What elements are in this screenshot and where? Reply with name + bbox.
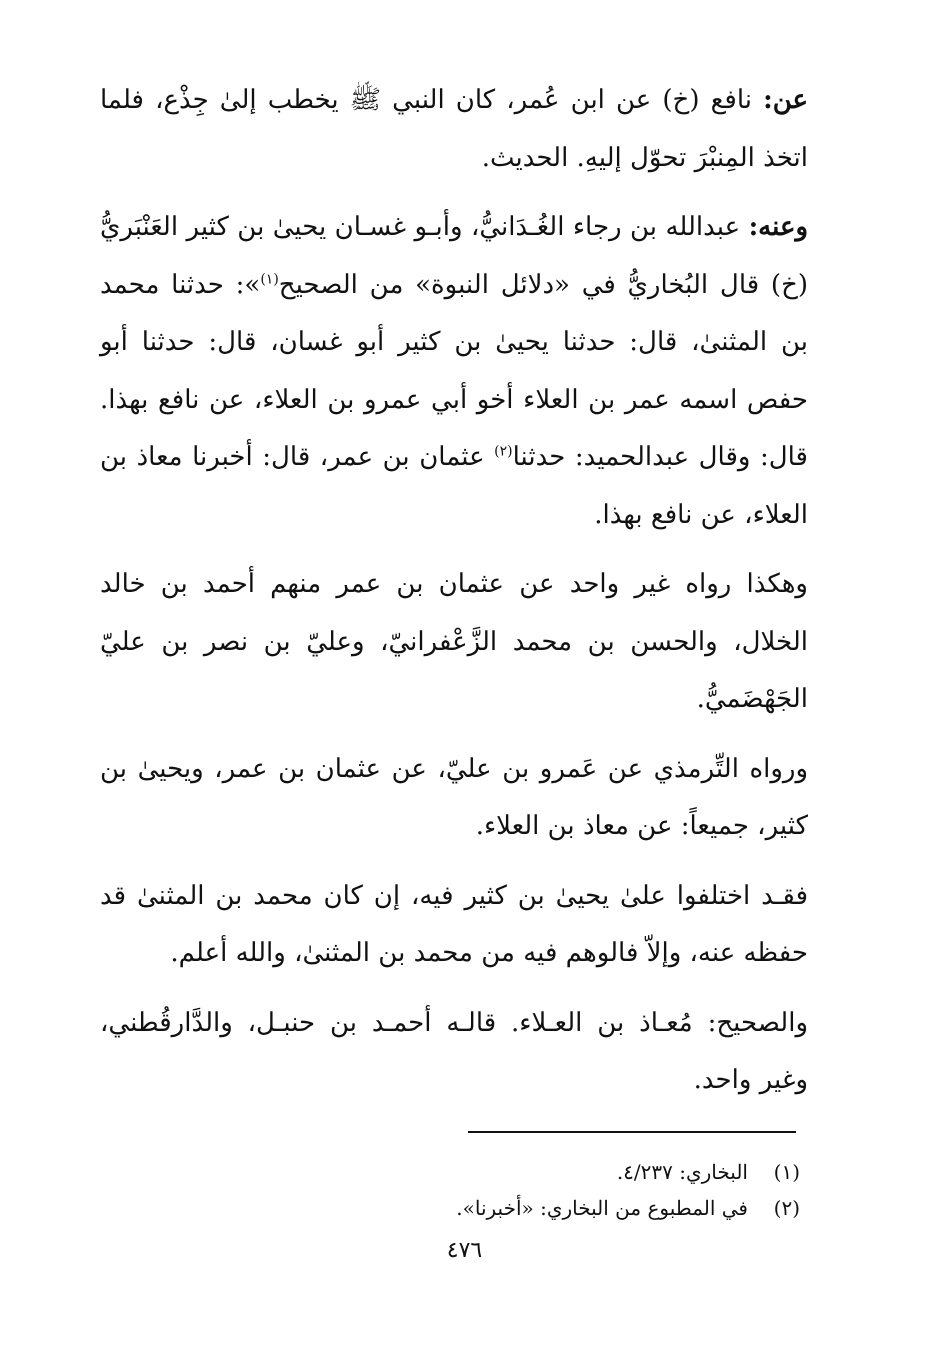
footnote-item xyxy=(300,1190,800,1226)
paragraph-4 xyxy=(100,741,808,856)
paragraph-text: فقـد اختلفوا علىٰ يحيىٰ بن كثير فيه، إن كان محمد بن المثنىٰ قد حفظه عنه، وإلاّ فالوهم فيه من محمد بن المثنىٰ، والله أعلم. xyxy=(100,880,808,968)
page-body xyxy=(100,72,808,1122)
footnote-number: (٢) xyxy=(773,1196,800,1220)
footnote-text: في المطبوع من البخاري: «أخبرنا». xyxy=(456,1196,748,1220)
paragraph-text: ورواه التِّرمذي عن عَمرو بن عليّ، عن عثمان بن عمر، ويحيىٰ بن كثير، جميعاً: عن معاذ بن العلاء. xyxy=(100,753,808,841)
paragraph-5 xyxy=(100,868,808,983)
footnote-ref-2[interactable]: (٢) xyxy=(494,443,513,460)
paragraph-lead: وعنه: xyxy=(748,212,809,242)
paragraph-2 xyxy=(100,199,808,544)
paragraph-lead: عن: xyxy=(763,85,809,115)
footnote-item xyxy=(300,1154,800,1190)
paragraph-text: وهكذا رواه غير واحد عن عثمان بن عمر منهم أحمد بن خالد الخلال، والحسن بن محمد الزَّعْفرانيّ، وعليّ بن نصر بن عليّ الجَهْضَميُّ. xyxy=(100,569,808,714)
paragraph-6 xyxy=(100,995,808,1110)
footnote-number: (١) xyxy=(773,1160,800,1184)
paragraph-text: نافع (خ) عن ابن عُمر، كان النبي ﷺ يخطب إلىٰ جِذْع، فلما اتخذ المِنبْرَ تحوّل إليهِ. الحديث. xyxy=(100,85,808,173)
paragraph-1 xyxy=(100,72,808,187)
paragraph-text: عثمان بن عمر، قال: أخبرنا معاذ بن العلاء، عن نافع بهذا. xyxy=(100,442,808,530)
paragraph-text: والصحيح: مُعـاذ بن العـلاء. قالـه أحمـد بن حنبـل، والدَّارقُطني، وغير واحد. xyxy=(100,1007,808,1095)
footnotes xyxy=(300,1154,800,1226)
page-number: ٤٧٦ xyxy=(446,1238,483,1263)
paragraph-3 xyxy=(100,556,808,729)
footnote-text: البخاري: ٤/٢٣٧. xyxy=(616,1160,748,1184)
paragraph-text: عبدالله بن رجاء الغُـدَانيُّ، وأبـو غسـان يحيىٰ بن كثير العَنْبَريُّ (خ) قال البُخاريُّ في «دلائل النبوة» من الصحيح xyxy=(100,212,808,300)
footnote-divider xyxy=(468,1131,796,1133)
paragraph-text: »: حدثنا محمد بن المثنىٰ، قال: حدثنا يحيىٰ بن كثير أبو غسان، قال: حدثنا أبو حفص اسمه عمر بن العلاء أخو أبي عمرو بن العلاء، عن نافع بهذا. قال: وقال عبدالحميد: حدثنا xyxy=(100,269,808,472)
footnote-ref-1[interactable]: (١) xyxy=(260,270,279,287)
